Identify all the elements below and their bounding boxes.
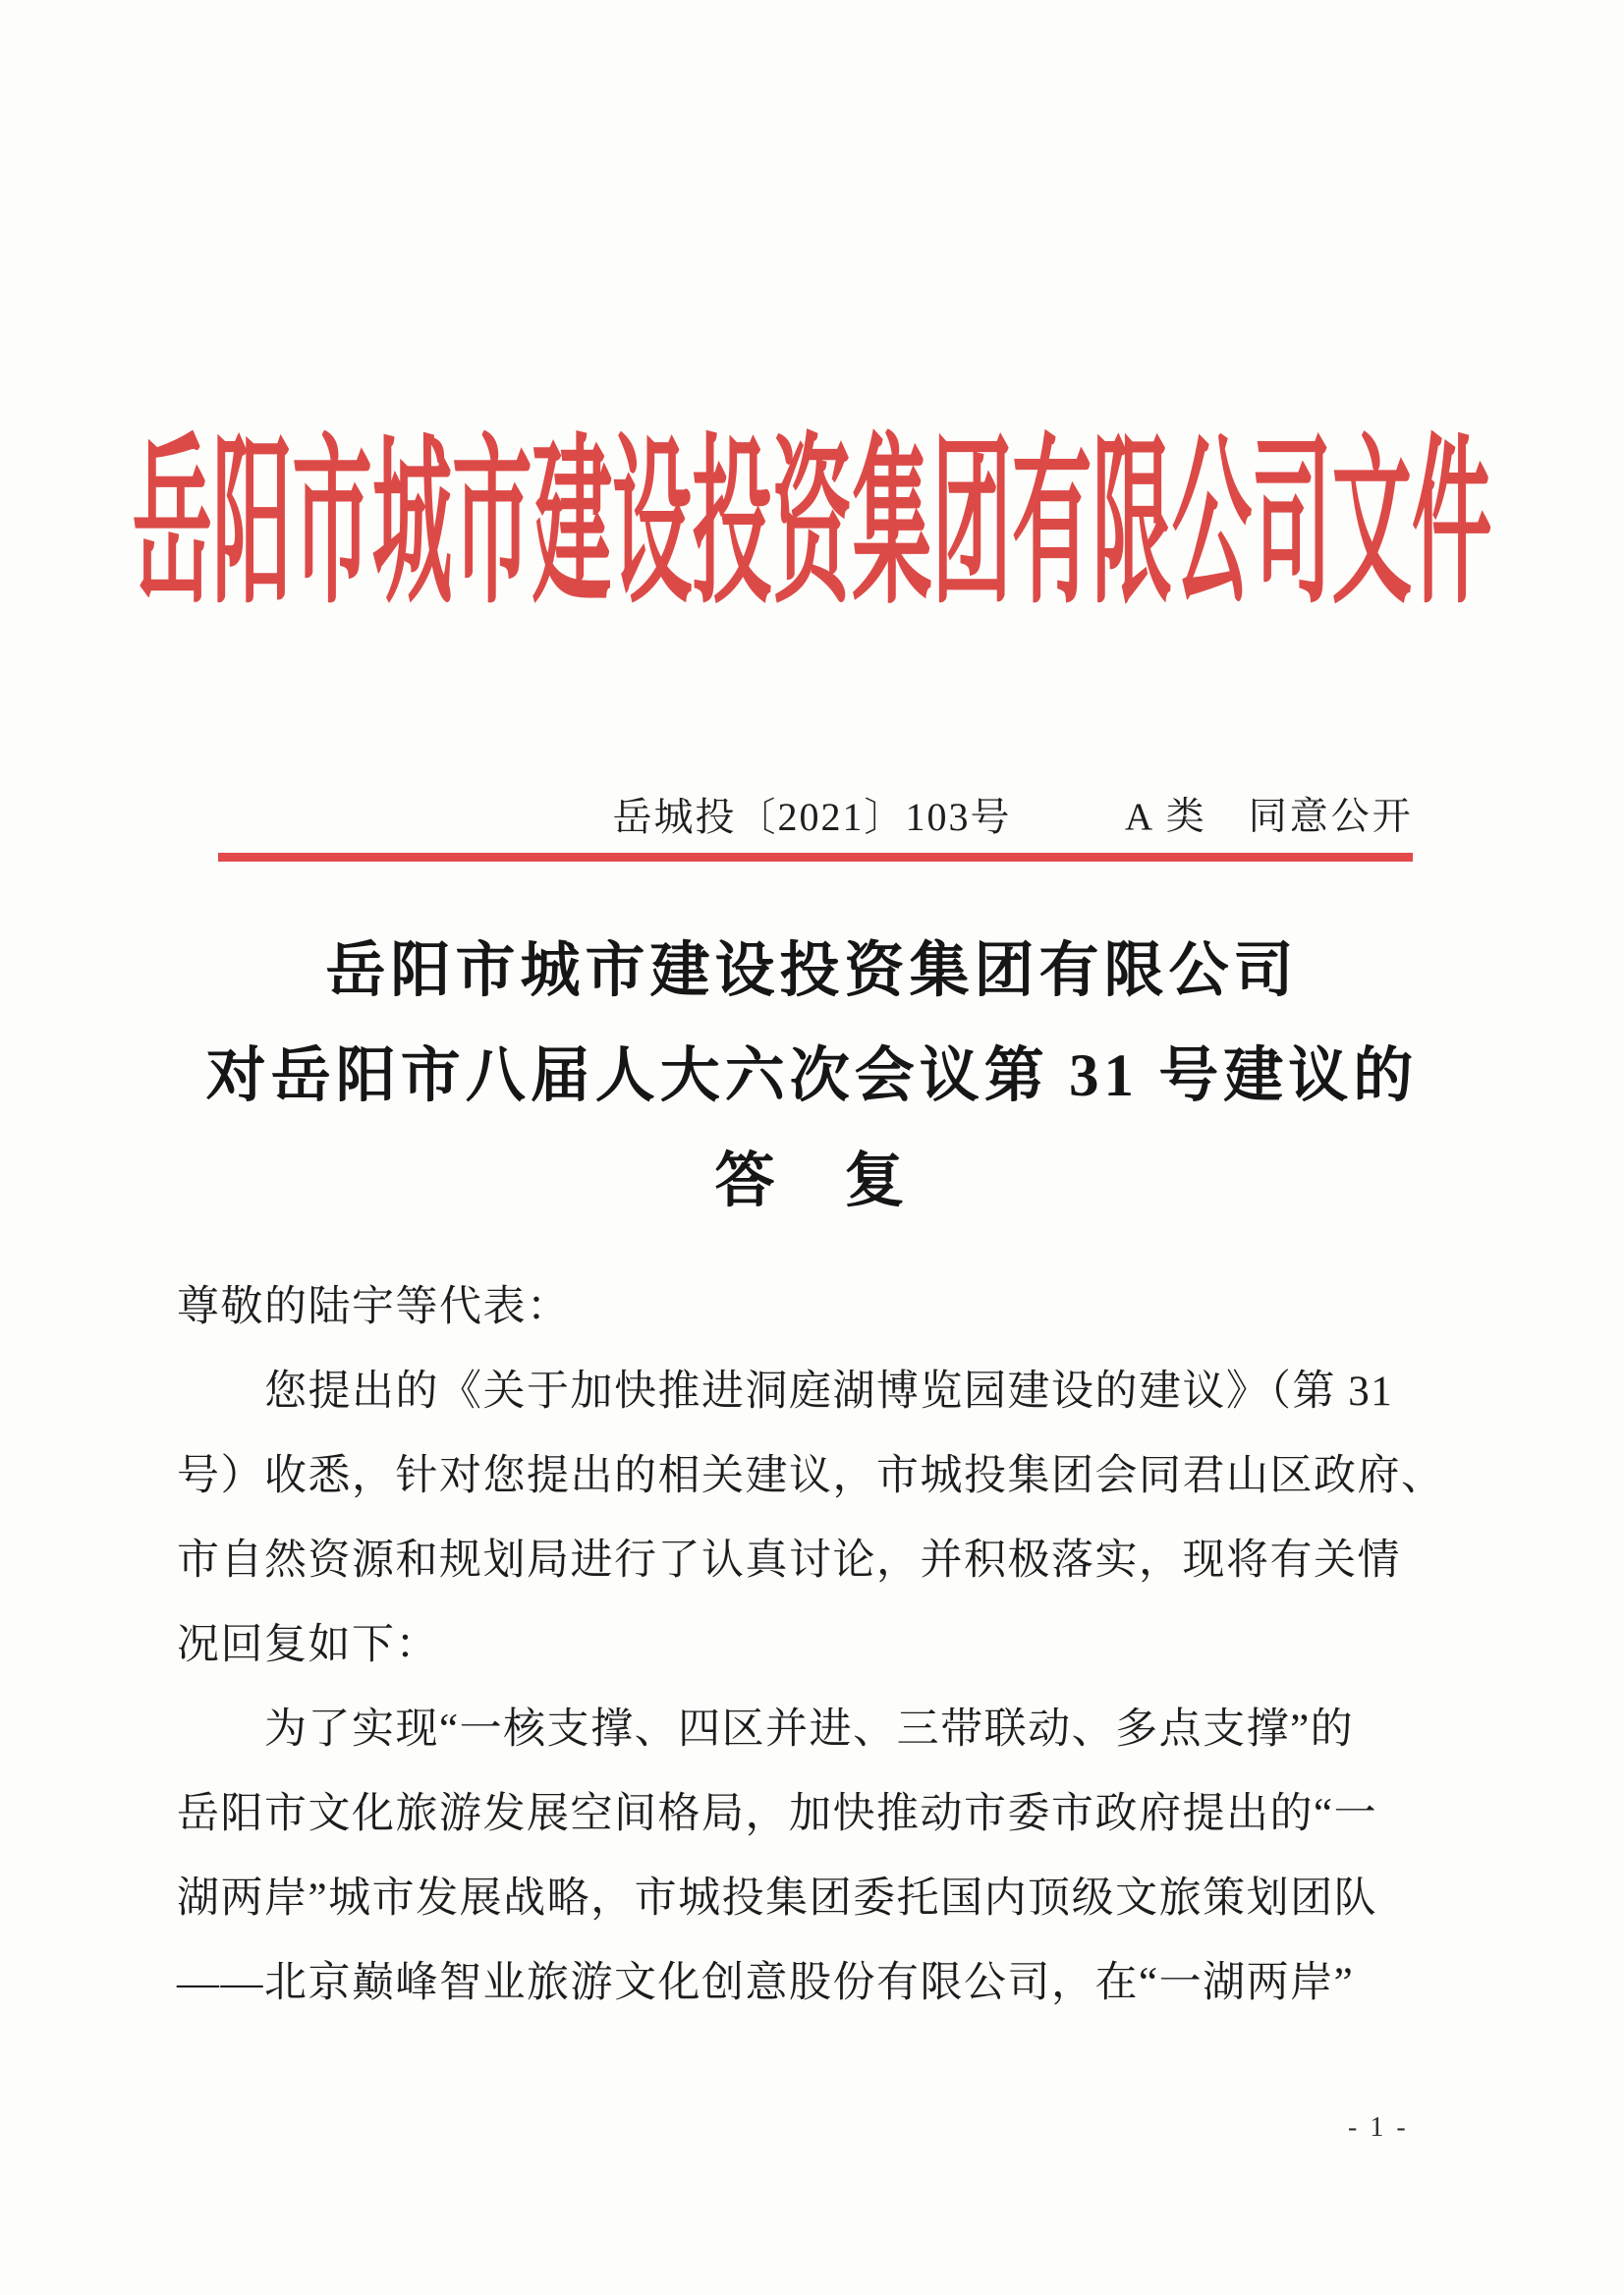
title-line-3: 答 复 [714, 1148, 910, 1214]
disclosure-label: 同意公开 [1248, 796, 1414, 838]
body-line: 岳阳市文化旅游发展空间格局，加快推动市委市政府提出的“一 [177, 1791, 1378, 1837]
title-line-1: 岳阳市城市建设投资集团有限公司 [325, 938, 1299, 1004]
classification-label: A 类 [1125, 796, 1207, 838]
classification-group [1125, 792, 1414, 843]
body-line: 况回复如下： [177, 1622, 439, 1668]
docinfo-row [0, 792, 1624, 843]
document-title [0, 919, 1624, 1234]
banner-text: 岳阳市城市建设投资集团有限公司文件 [132, 424, 1492, 626]
body-line: 号）收悉，针对您提出的相关建议，市城投集团会同君山区政府、 [177, 1453, 1445, 1499]
red-divider [218, 853, 1413, 862]
body-line: 为了实现“一核支撑、四区并进、三带联动、多点支撑”的 [264, 1707, 1355, 1753]
page-number: - 1 - [1348, 2112, 1409, 2143]
body-line: 湖两岸”城市发展战略，市城投集团委托国内顶级文旅策划团队 [177, 1875, 1378, 1922]
letterhead-banner [0, 424, 1624, 626]
body-lines [177, 1265, 1454, 2026]
body-line: 市自然资源和规划局进行了认真讨论，并积极落实，现将有关情 [177, 1538, 1401, 1584]
body-line: ——北京巅峰智业旅游文化创意股份有限公司，在“一湖两岸” [177, 1960, 1355, 2006]
body-line: 您提出的《关于加快推进洞庭湖博览园建设的建议》（第 31 [264, 1369, 1394, 1415]
document-number: 岳城投〔2021〕103号 [612, 795, 1012, 839]
body-line: 尊敬的陆宇等代表： [177, 1284, 571, 1330]
title-line-2: 对岳阳市八届人大六次会议第 31 号建议的 [205, 1043, 1419, 1109]
